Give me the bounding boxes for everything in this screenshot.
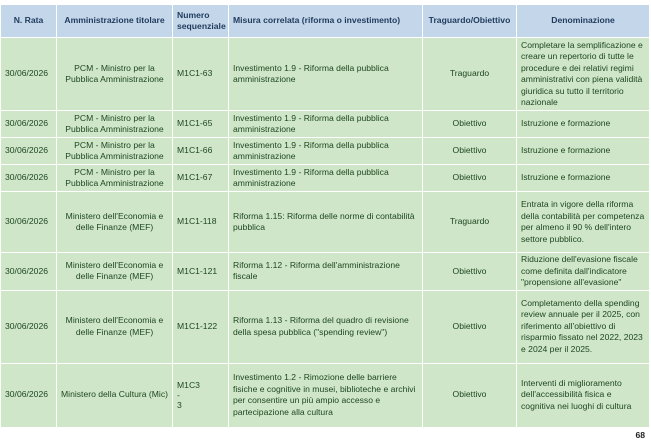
cell-numero: M1C1-66 <box>173 138 229 165</box>
table-header <box>1 5 650 38</box>
cell-rata: 30/06/2026 <box>1 363 57 427</box>
header-rata: N. Rata <box>1 5 57 38</box>
cell-traguardo: Obiettivo <box>423 165 517 192</box>
table-row <box>1 165 650 192</box>
cell-traguardo: Obiettivo <box>423 253 517 291</box>
cell-amministrazione: PCM - Ministro per la Pubblica Amministrazione <box>57 165 173 192</box>
cell-misura: Investimento 1.9 - Riforma della pubblica amministrazione <box>229 138 423 165</box>
cell-denominazione: Riduzione dell'evasione fiscale come definita dall'indicatore "propensione all'evasione" <box>517 253 650 291</box>
cell-traguardo: Obiettivo <box>423 363 517 427</box>
cell-traguardo: Traguardo <box>423 192 517 253</box>
header-amministrazione: Amministrazione titolare <box>57 5 173 38</box>
cell-numero: M1C1-63 <box>173 38 229 111</box>
cell-denominazione: Completare la semplificazione e creare un repertorio di tutte le procedure e dei relativi regimi amministrativi con piena validità giuridica su tutto il territorio nazionale <box>517 38 650 111</box>
cell-rata: 30/06/2026 <box>1 165 57 192</box>
cell-misura: Investimento 1.9 - Riforma della pubblica amministrazione <box>229 38 423 111</box>
cell-misura: Investimento 1.9 - Riforma della pubblica amministrazione <box>229 165 423 192</box>
cell-amministrazione: PCM - Ministro per la Pubblica Amministrazione <box>57 138 173 165</box>
cell-traguardo: Traguardo <box>423 38 517 111</box>
cell-traguardo: Obiettivo <box>423 138 517 165</box>
cell-misura: Investimento 1.9 - Riforma della pubblica amministrazione <box>229 111 423 138</box>
cell-misura: Riforma 1.13 - Riforma del quadro di revisione della spesa pubblica ("spending review") <box>229 290 423 363</box>
table-row <box>1 253 650 291</box>
cell-misura: Riforma 1.12 - Riforma dell'amministrazione fiscale <box>229 253 423 291</box>
cell-rata: 30/06/2026 <box>1 290 57 363</box>
milestones-table <box>0 4 650 428</box>
header-misura: Misura correlata (riforma o investimento) <box>229 5 423 38</box>
cell-denominazione: Completamento della spending review annuale per il 2025, con riferimento all'obiettivo di risparmio fissato nel 2022, 2023 e 2024 per il 2025. <box>517 290 650 363</box>
table-row <box>1 363 650 427</box>
cell-rata: 30/06/2026 <box>1 253 57 291</box>
cell-rata: 30/06/2026 <box>1 138 57 165</box>
cell-rata: 30/06/2026 <box>1 38 57 111</box>
table-row <box>1 111 650 138</box>
cell-amministrazione: PCM - Ministro per la Pubblica Amministrazione <box>57 38 173 111</box>
cell-misura: Investimento 1.2 - Rimozione delle barriere fisiche e cognitive in musei, biblioteche e archivi per consentire un più ampio accesso e partecipazione alla cultura <box>229 363 423 427</box>
cell-denominazione: Istruzione e formazione <box>517 138 650 165</box>
table-row <box>1 290 650 363</box>
cell-traguardo: Obiettivo <box>423 290 517 363</box>
cell-rata: 30/06/2026 <box>1 192 57 253</box>
cell-denominazione: Entrata in vigore della riforma della contabilità per competenza per almeno il 90 % dell'intero settore pubblico. <box>517 192 650 253</box>
page-number: 68 <box>635 430 645 440</box>
cell-amministrazione: Ministero dell'Economia e delle Finanze (MEF) <box>57 192 173 253</box>
header-traguardo: Traguardo/Obiettivo <box>423 5 517 38</box>
cell-numero: M1C3 - 3 <box>173 363 229 427</box>
cell-amministrazione: PCM - Ministro per la Pubblica Amministrazione <box>57 111 173 138</box>
cell-traguardo: Obiettivo <box>423 111 517 138</box>
cell-misura: Riforma 1.15: Riforma delle norme di contabilità pubblica <box>229 192 423 253</box>
cell-denominazione: Istruzione e formazione <box>517 111 650 138</box>
cell-denominazione: Interventi di miglioramento dell'accessibilità fisica e cognitiva nei luoghi di cultura <box>517 363 650 427</box>
cell-amministrazione: Ministero della Cultura (Mic) <box>57 363 173 427</box>
cell-numero: M1C1-122 <box>173 290 229 363</box>
table-row <box>1 38 650 111</box>
cell-numero: M1C1-118 <box>173 192 229 253</box>
table-row <box>1 192 650 253</box>
cell-rata: 30/06/2026 <box>1 111 57 138</box>
cell-numero: M1C1-65 <box>173 111 229 138</box>
table-body <box>1 38 650 428</box>
cell-numero: M1C1-67 <box>173 165 229 192</box>
cell-amministrazione: Ministero dell'Economia e delle Finanze (MEF) <box>57 253 173 291</box>
table-row <box>1 138 650 165</box>
cell-amministrazione: Ministero dell'Economia e delle Finanze (MEF) <box>57 290 173 363</box>
header-numero: Numero sequenziale <box>173 5 229 38</box>
cell-numero: M1C1-121 <box>173 253 229 291</box>
header-denominazione: Denominazione <box>517 5 650 38</box>
cell-denominazione: Istruzione e formazione <box>517 165 650 192</box>
